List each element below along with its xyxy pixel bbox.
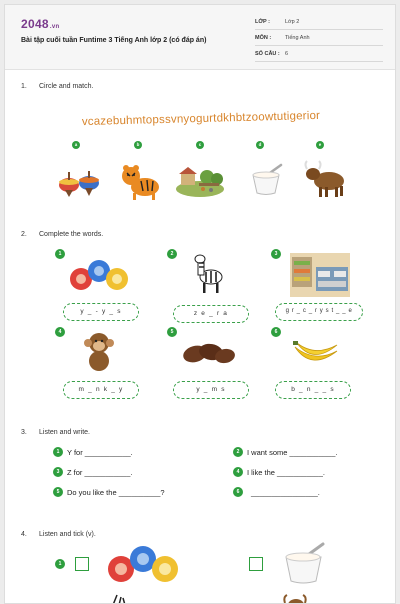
section-number: 2.	[21, 231, 27, 238]
meta-value: Tiếng Anh	[285, 35, 310, 41]
tick-number-1: 1	[55, 559, 65, 569]
write-number-2: 2	[233, 447, 243, 457]
write-line-3[interactable]: Z for ___________.	[67, 468, 133, 477]
word-blank-5[interactable]: y _ m s	[173, 381, 249, 399]
section-title-text: Listen and write.	[39, 429, 90, 436]
section-4-title	[21, 531, 96, 538]
letter-puzzle-string: vcazebuhmtopssvnyogurtdkhbtzoowtutigerior	[81, 109, 321, 129]
meta-label: MÔN :	[255, 35, 272, 41]
word-number-6: 6	[271, 327, 281, 337]
tick-yogurt-image	[281, 541, 327, 587]
write-number-3: 3	[53, 467, 63, 477]
match-label-a: a	[72, 141, 80, 149]
write-number-4: 4	[233, 467, 243, 477]
document-title: Bài tập cuối tuần Funtime 3 Tiếng Anh lớp 2 (có đáp án)	[21, 37, 207, 44]
yo-yos-image	[67, 257, 133, 293]
match-label-b: b	[134, 141, 142, 149]
tick-box-1[interactable]	[75, 557, 89, 571]
word-blank-4[interactable]: m _ n k _ y	[63, 381, 139, 399]
section-2-title	[21, 231, 103, 238]
meta-label: LỚP :	[255, 19, 270, 25]
meta-label: SỐ CÂU :	[255, 51, 280, 57]
zebra-image	[191, 253, 227, 295]
meta-count-row	[255, 47, 383, 62]
write-line-6[interactable]: ________________.	[251, 488, 320, 497]
logo-text: 2048	[21, 17, 49, 31]
write-line-1[interactable]: Y for ___________.	[67, 448, 133, 457]
word-blank-6[interactable]: b _ n _ _ s	[275, 381, 351, 399]
bananas-image	[291, 337, 341, 369]
write-line-5[interactable]: Do you like the __________?	[67, 488, 165, 497]
write-number-1: 1	[53, 447, 63, 457]
word-blank-1[interactable]: y _ - y _ s	[63, 303, 139, 321]
word-number-3: 3	[271, 249, 281, 259]
ox-image	[303, 159, 347, 199]
section-number: 1.	[21, 83, 27, 90]
meta-subject-row	[255, 31, 383, 46]
meta-value: 6	[285, 51, 289, 57]
meta-class-row	[255, 15, 383, 30]
yogurt-image	[249, 163, 283, 197]
section-3-title	[21, 429, 90, 436]
match-label-e: e	[316, 141, 324, 149]
section-number: 4.	[21, 531, 27, 538]
section-title-text: Listen and tick (v).	[39, 531, 96, 538]
word-number-2: 2	[167, 249, 177, 259]
section-title-text: Circle and match.	[39, 83, 94, 90]
grocery-store-image	[290, 253, 350, 297]
tick-box-2[interactable]	[249, 557, 263, 571]
worksheet-header	[5, 5, 395, 70]
match-label-c: c	[196, 141, 204, 149]
word-blank-3[interactable]: g r _ c _ r y s t _ _ e	[275, 303, 363, 321]
section-title-text: Complete the words.	[39, 231, 104, 238]
monkey-image	[79, 329, 119, 373]
yams-image	[181, 337, 237, 371]
word-number-5: 5	[167, 327, 177, 337]
section-number: 3.	[21, 429, 27, 436]
logo-tld: .vn	[49, 24, 60, 30]
spinning-tops-image	[55, 163, 103, 199]
write-number-6: 6	[233, 487, 243, 497]
zebra-partial-image	[109, 593, 133, 604]
meta-value: Lớp 2	[285, 19, 300, 25]
write-number-5: 5	[53, 487, 63, 497]
ox-partial-image	[281, 593, 311, 604]
tiger-image	[119, 159, 163, 201]
write-line-4[interactable]: I like the ___________.	[247, 468, 325, 477]
word-blank-2[interactable]: z e _ r a	[173, 305, 249, 323]
section-1-title	[21, 83, 93, 90]
word-number-1: 1	[55, 249, 65, 259]
worksheet-page	[4, 4, 396, 604]
tick-yo-yos-image	[105, 543, 181, 587]
zoo-image	[175, 165, 225, 197]
write-line-2[interactable]: I want some ___________.	[247, 448, 338, 457]
site-logo[interactable]	[21, 17, 59, 31]
word-number-4: 4	[55, 327, 65, 337]
match-label-d: d	[256, 141, 264, 149]
